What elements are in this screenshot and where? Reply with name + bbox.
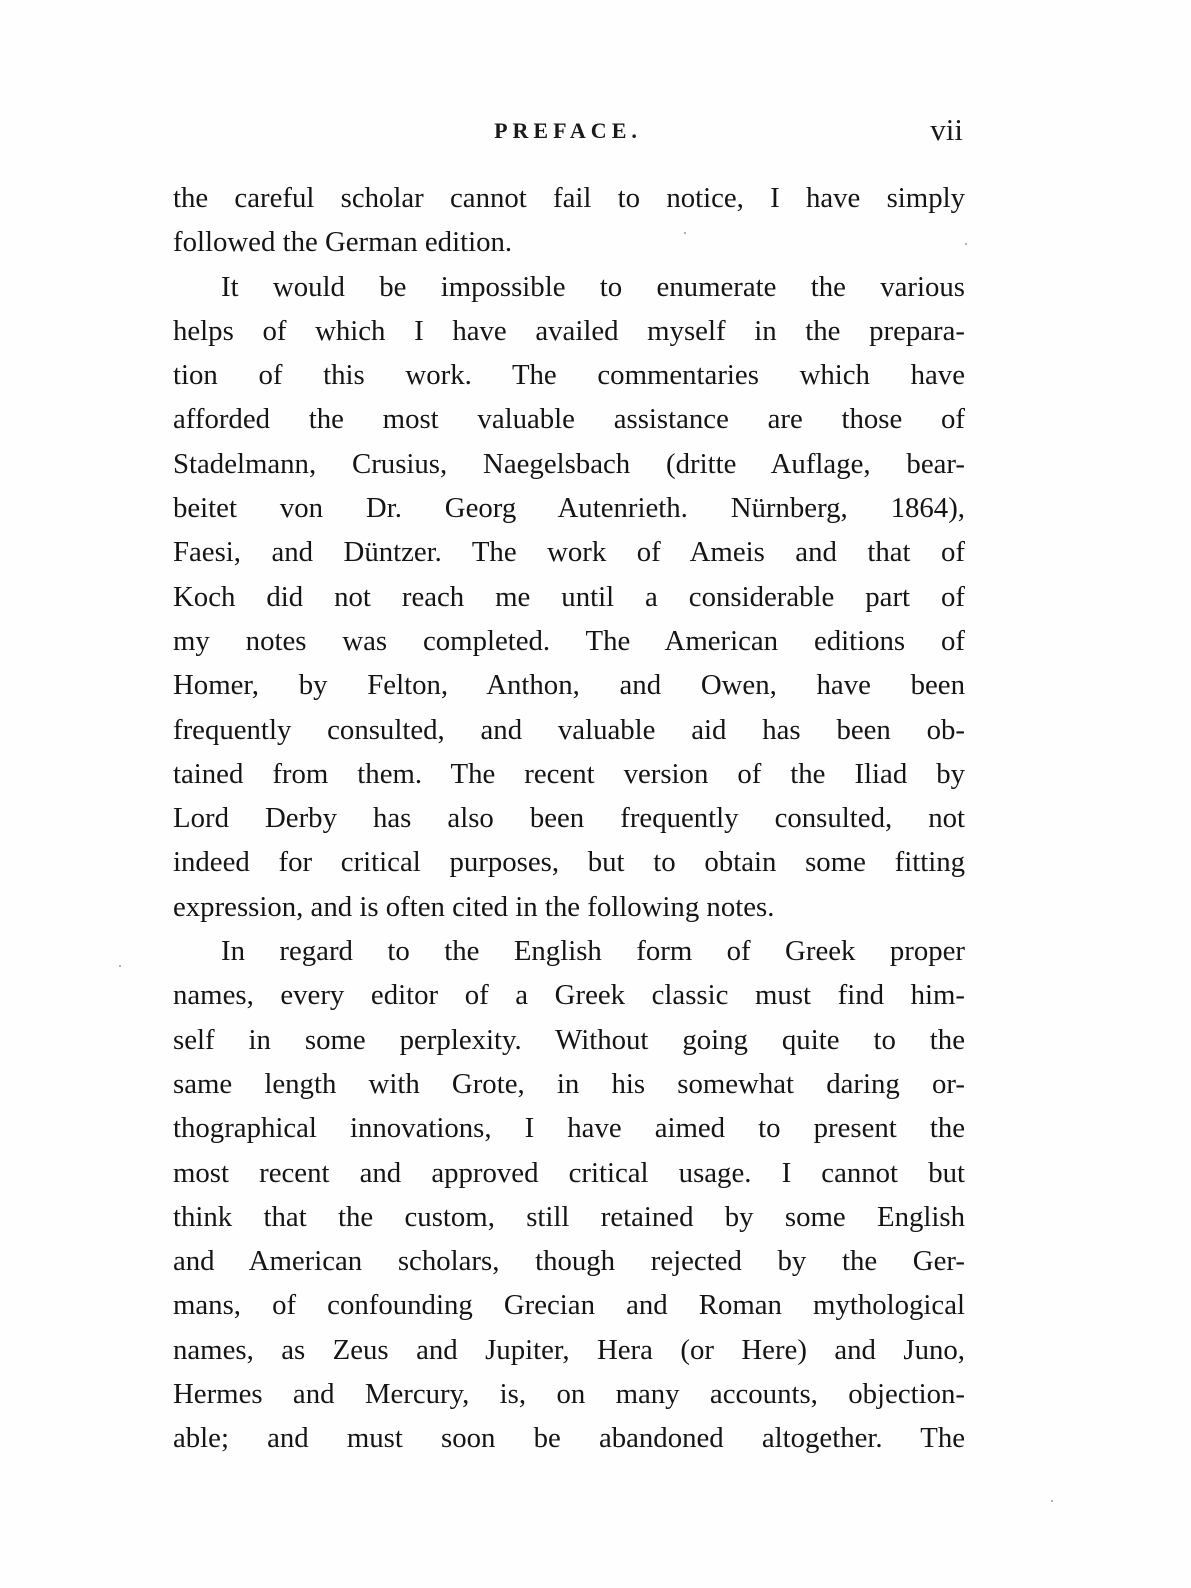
text-line: tion of this work. The commentaries which have (173, 359, 965, 392)
text-line: Hermes and Mercury, is, on many accounts, objection- (173, 1378, 965, 1411)
text-line: names, every editor of a Greek classic must find him- (173, 979, 965, 1012)
text-line: beitet von Dr. Georg Autenrieth. Nürnberg, 1864), (173, 492, 965, 525)
text-line: tained from them. The recent version of the Iliad by (173, 757, 965, 790)
text-line: followed the German edition. (173, 226, 513, 259)
text-line: Faesi, and Düntzer. The work of Ameis and that of (173, 536, 965, 569)
text-line: afforded the most valuable assistance are those of (173, 403, 965, 436)
scan-speck (1051, 1500, 1053, 1502)
text-line: In regard to the English form of Greek proper (221, 935, 965, 968)
text-line: expression, and is often cited in the following notes. (173, 890, 775, 923)
scan-speck (119, 965, 121, 967)
text-line: same length with Grote, in his somewhat daring or- (173, 1067, 965, 1100)
text-line: Koch did not reach me until a considerable part of (173, 580, 965, 613)
text-line: helps of which I have availed myself in the prepara- (173, 314, 965, 347)
page-number: vii (930, 112, 963, 147)
text-line: my notes was completed. The American editions of (173, 624, 965, 657)
text-line: frequently consulted, and valuable aid has been ob- (173, 713, 965, 746)
text-line: names, as Zeus and Jupiter, Hera (or Here) and Juno, (173, 1333, 965, 1366)
scan-speck (965, 243, 967, 245)
text-line: It would be impossible to enumerate the various (221, 270, 965, 303)
text-line: thographical innovations, I have aimed to present the (173, 1112, 965, 1145)
text-line: think that the custom, still retained by some English (173, 1200, 965, 1233)
text-line: Stadelmann, Crusius, Naegelsbach (dritte Auflage, bear- (173, 447, 965, 480)
scan-speck (684, 232, 686, 234)
text-line: Lord Derby has also been frequently consulted, not (173, 802, 965, 835)
text-line: and American scholars, though rejected by the Ger- (173, 1245, 965, 1278)
text-line: most recent and approved critical usage. I cannot but (173, 1156, 965, 1189)
running-head (173, 112, 963, 152)
body-text (173, 176, 965, 1461)
text-line: indeed for critical purposes, but to obtain some fitting (173, 846, 965, 879)
text-line: mans, of confounding Grecian and Roman mythological (173, 1289, 965, 1322)
text-line: able; and must soon be abandoned altogether. The (173, 1422, 965, 1455)
running-title: PREFACE. (494, 118, 642, 143)
text-line: self in some perplexity. Without going quite to the (173, 1023, 965, 1056)
text-line: the careful scholar cannot fail to notice, I have simply (173, 182, 965, 214)
text-line: Homer, by Felton, Anthon, and Owen, have been (173, 669, 965, 702)
